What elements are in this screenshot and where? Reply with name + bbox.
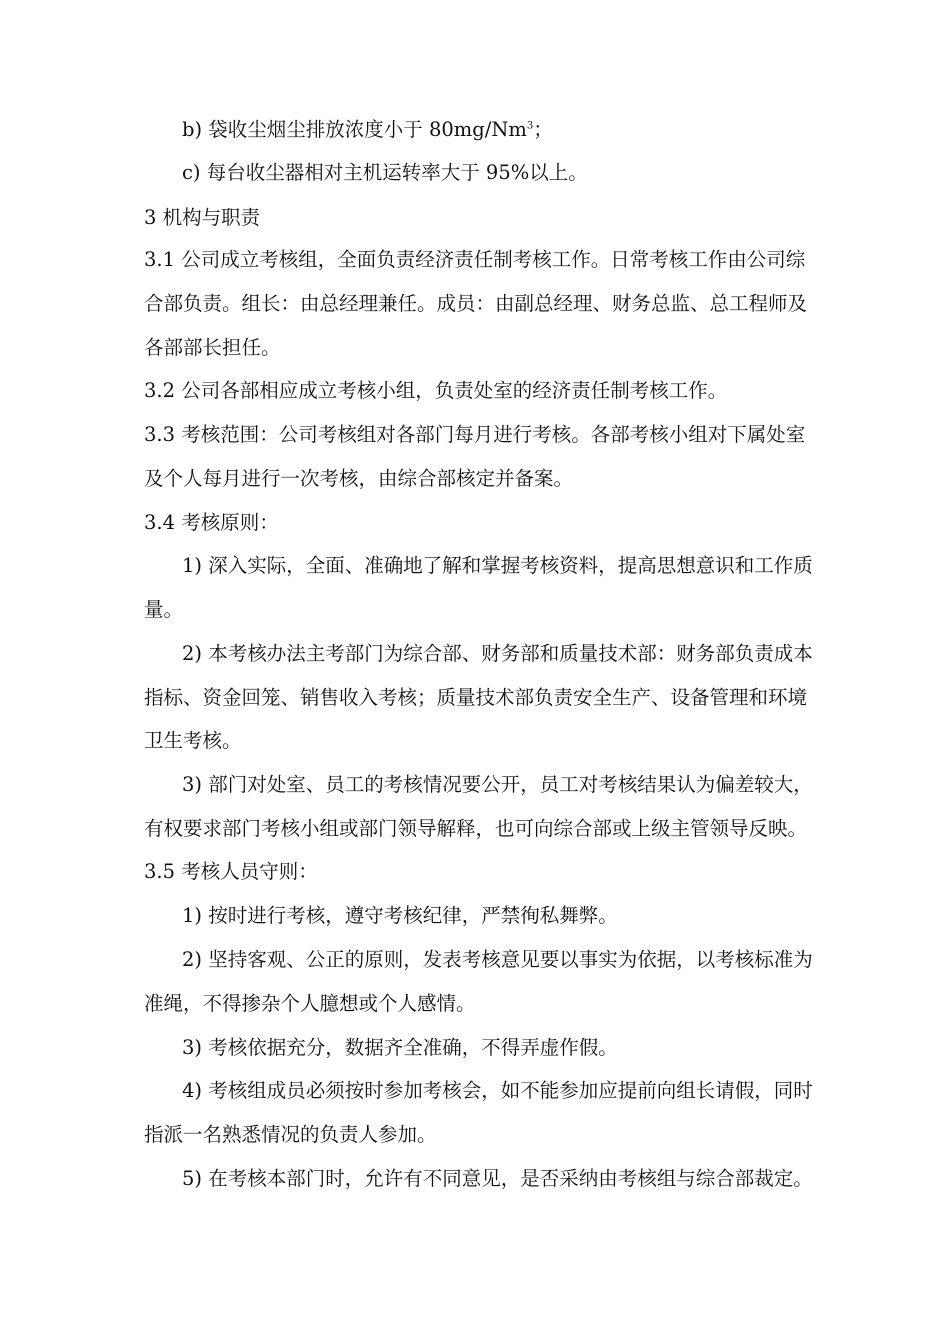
list-item-line: 1) 按时进行考核，遵守考核纪律，严禁徇私舞弊。: [182, 904, 618, 927]
paragraph-line: 3.1 公司成立考核组，全面负责经济责任制考核工作。日常考核工作由公司综: [144, 248, 806, 271]
list-item-line: 2) 坚持客观、公正的原则，发表考核意见要以事实为依据，以考核标准为: [182, 948, 813, 971]
list-item-line: 1) 深入实际，全面、准确地了解和掌握考核资料，提高思想意识和工作质: [182, 554, 813, 577]
paragraph-line: 3.3 考核范围：公司考核组对各部门每月进行考核。各部考核小组对下属处室: [144, 423, 806, 446]
list-item-line: 量。: [144, 598, 184, 621]
paragraph-line: 及个人每月进行一次考核，由综合部核定并备案。: [144, 467, 574, 490]
item-b-text: b) 袋收尘烟尘排放浓度小于 80mg/Nm: [182, 118, 527, 141]
paragraph-line: 合部负责。组长：由总经理兼任。成员：由副总经理、财务总监、总工程师及: [144, 292, 808, 315]
subsection-heading: 3.5 考核人员守则：: [144, 860, 318, 883]
list-item-line: 5) 在考核本部门时，允许有不同意见，是否采纳由考核组与综合部裁定。: [182, 1167, 813, 1190]
item-c-line: c) 每台收尘器相对主机运转率大于 95%以上。: [182, 161, 588, 184]
section-heading: 3 机构与职责: [144, 206, 261, 229]
list-item-line: 4) 考核组成员必须按时参加考核会，如不能参加应提前向组长请假，同时: [182, 1079, 813, 1102]
superscript: 3: [526, 120, 534, 132]
list-item-line: 指标、资金回笼、销售收入考核；质量技术部负责安全生产、设备管理和环境: [144, 686, 808, 709]
subsection-heading: 3.4 考核原则：: [144, 511, 279, 534]
paragraph-line: 3.2 公司各部相应成立考核小组，负责处室的经济责任制考核工作。: [144, 379, 728, 402]
list-item-line: 有权要求部门考核小组或部门领导解释，也可向综合部或上级主管领导反映。: [144, 817, 808, 840]
list-item-line: 3) 部门对处室、员工的考核情况要公开，员工对考核结果认为偏差较大，: [182, 773, 813, 796]
list-item-line: 卫生考核。: [144, 729, 242, 752]
item-b-end: ；: [533, 118, 553, 141]
list-item-line: 3) 考核依据充分，数据齐全准确，不得弄虚作假。: [182, 1036, 618, 1059]
item-b-line: [182, 118, 852, 142]
list-item-line: 指派一名熟悉情况的负责人参加。: [144, 1123, 437, 1146]
list-item-line: 准绳，不得掺杂个人臆想或个人感情。: [144, 992, 476, 1015]
paragraph-line: 各部部长担任。: [144, 336, 281, 359]
list-item-line: 2) 本考核办法主考部门为综合部、财务部和质量技术部：财务部负责成本: [182, 642, 813, 665]
